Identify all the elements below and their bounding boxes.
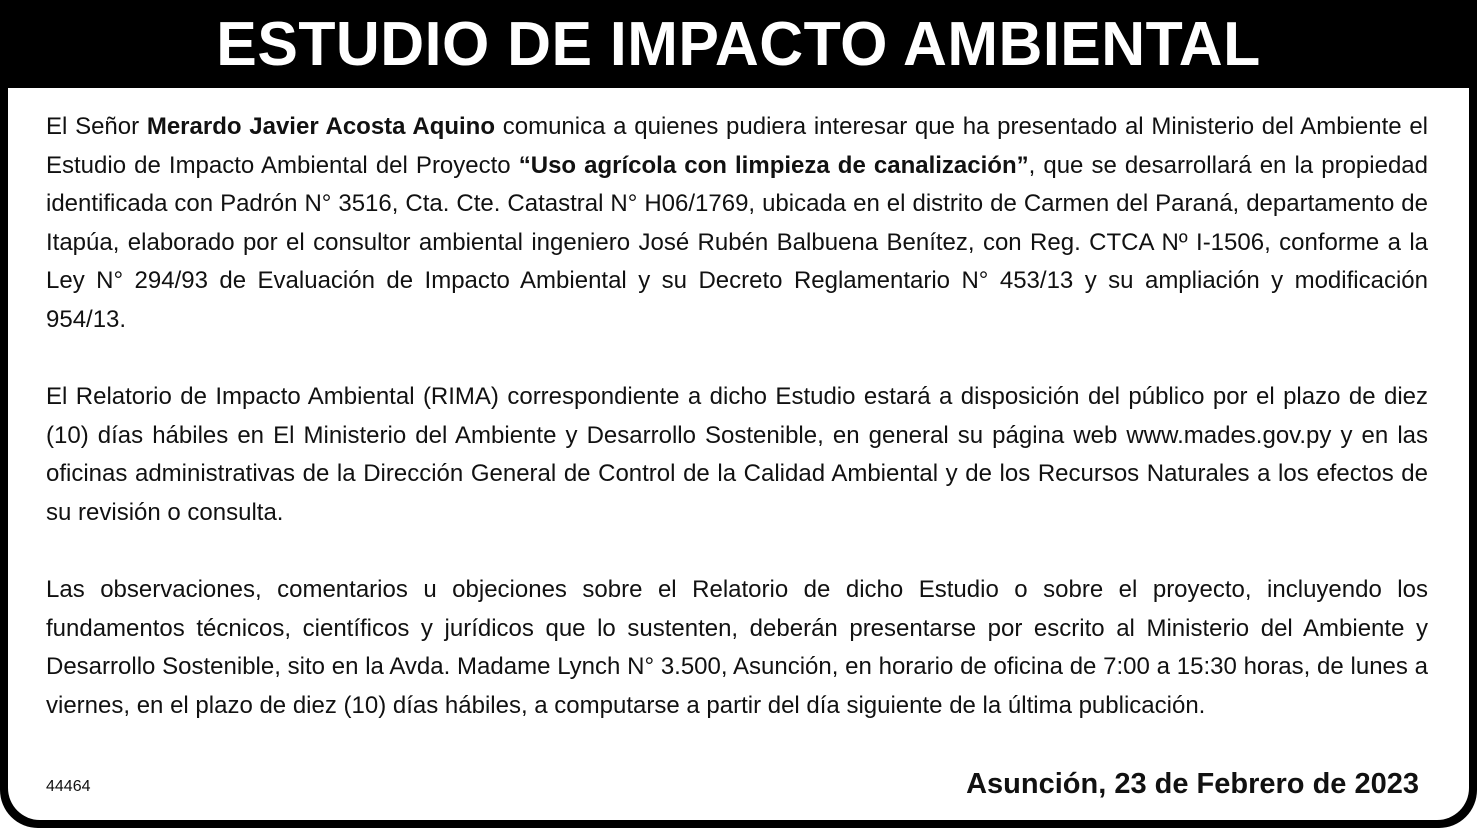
- project-name: “Uso agrícola con limpieza de canalización”: [518, 151, 1029, 179]
- paragraph-announcement: [46, 108, 1428, 340]
- notice-body: [8, 88, 1469, 820]
- date-line: Asunción, 23 de Febrero de 2023: [966, 768, 1419, 800]
- paragraph-rima-availability: El Relatorio de Impacto Ambiental (RIMA) correspondiente a dicho Estudio estará a disposición del público por el plazo de diez (10) días hábiles en El Ministerio del Ambiente y Desarrollo Sostenible, en general su página web www.mades.gov.py y en las oficinas administrativas de la Dirección General de Control de la Calidad Ambiental y de los Recursos Naturales a los efectos de su revisión o consulta.: [46, 383, 1428, 526]
- paragraph-observations: Las observaciones, comentarios u objeciones sobre el Relatorio de dicho Estudio o sobre el proyecto, incluyendo los fundamentos técnicos, científicos y jurídicos que lo sustenten, deberán presentarse por escrito al Ministerio del Ambiente y Desarrollo Sostenible, sito en la Avda. Madame Lynch N° 3.500, Asunción, en horario de oficina de 7:00 a 15:30 horas, de lunes a viernes, en el plazo de diez (10) días hábiles, a computarse a partir del día siguiente de la última publicación.: [46, 576, 1428, 719]
- notice-text: [46, 108, 1428, 726]
- notice-title: ESTUDIO DE IMPACTO AMBIENTAL: [216, 9, 1261, 79]
- paragraph-1-text: comunica a quienes pudiera interesar que ha presentado al Ministerio del Ambiente el Estudio de Impacto Ambiental del Proyecto: [46, 113, 1428, 179]
- paragraph-1-intro: El Señor: [46, 113, 147, 140]
- proponent-name: Merardo Javier Acosta Aquino: [146, 113, 495, 140]
- paragraph-1-details: , que se desarrollará en la propiedad identificada con Padrón N° 3516, Cta. Cte. Catastral N° H06/1769, ubicada en el distrito de Carmen del Paraná, departamento de Itapúa, elaborado por el consultor ambiental ingeniero José Rubén Balbuena Benítez, con Reg. CTCA Nº I-1506, conforme a la Ley N° 294/93 de Evaluación de Impacto Ambiental y su Decreto Reglamentario N° 453/13 y su ampliación y modificación 954/13.: [46, 151, 1428, 333]
- reference-number: 44464: [46, 778, 91, 795]
